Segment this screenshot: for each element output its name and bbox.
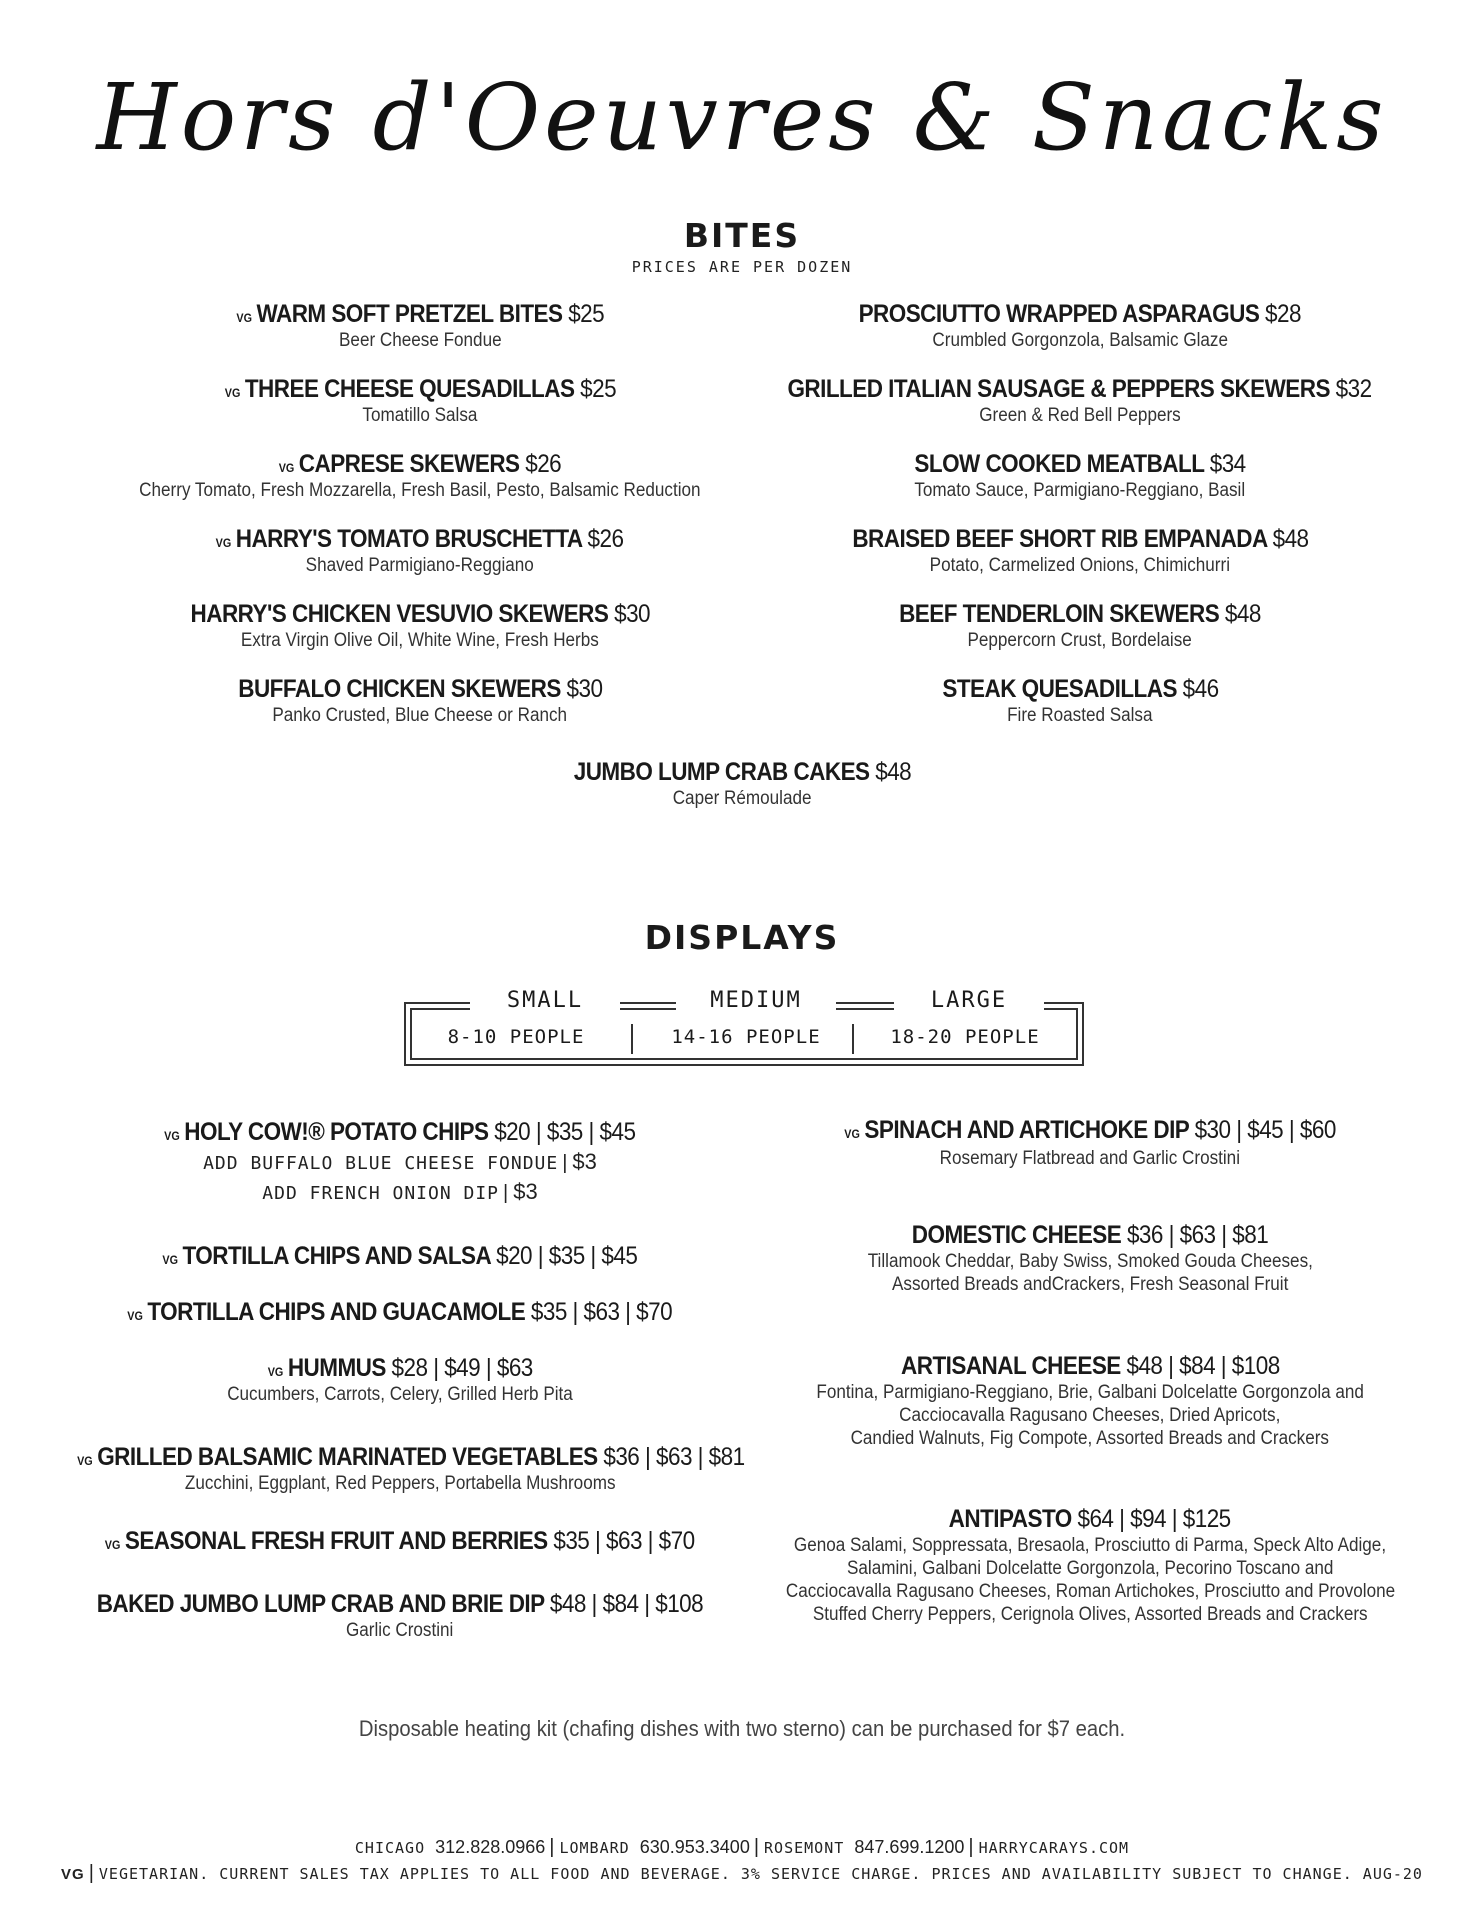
item-price: $34 [1209,450,1246,478]
menu-item [740,1116,1440,1170]
item-description: Cacciocavalla Ragusano Cheeses, Roman Artichokes, Prosciutto and Provolone [785,1581,1395,1602]
item-name: SLOW COOKED MEATBALL [914,450,1204,478]
location-city: ROSEMONT [764,1839,845,1857]
disclaimer-text: VEGETARIAN. CURRENT SALES TAX APPLIES TO ALL FOOD AND BEVERAGE. 3% SERVICE CHARGE. PRICES AND AVAILABILITY SUBJECT TO CHANGE. AUG-20 [98,1865,1423,1883]
menu-item [40,1354,760,1406]
item-name: BUFFALO CHICKEN SKEWERS [237,675,561,703]
item-description: Crumbled Gorgonzola, Balsamic Glaze [932,330,1228,351]
item-description: Assorted Breads andCrackers, Fresh Seasonal Fruit [891,1274,1289,1295]
item-name: BRAISED BEEF SHORT RIB EMPANADA [851,525,1267,553]
item-description: Beer Cheese Fondue [338,330,502,351]
item-name: DOMESTIC CHEESE [911,1221,1122,1249]
item-description: Salamini, Galbani Dolcelatte Gorgonzola, Pecorino Toscano and [846,1558,1334,1579]
menu-item [740,1221,1440,1296]
item-name: ANTIPASTO [948,1505,1073,1533]
item-description: Peppercorn Crust, Bordelaise [967,630,1193,651]
vegetarian-badge: VG [162,1253,179,1267]
vegetarian-badge: VG [127,1309,144,1323]
item-name: BAKED JUMBO LUMP CRAB AND BRIE DIP [96,1590,545,1618]
menu-item [740,600,1420,652]
size-small-people: 8-10 PEOPLE [447,1026,585,1048]
menu-item [40,1590,760,1642]
size-large-people: 18-20 PEOPLE [890,1026,1040,1048]
menu-item [80,525,760,577]
item-description: Stuffed Cherry Peppers, Cerignola Olives, Assorted Breads and Crackers [812,1604,1368,1625]
item-price: $36 | $63 | $81 [603,1443,745,1471]
item-price: $25 [567,300,604,328]
item-name: CAPRESE SKEWERS [298,450,520,478]
item-description: Tillamook Cheddar, Baby Swiss, Smoked Gouda Cheeses, [867,1251,1313,1272]
item-price: $46 [1182,675,1219,703]
vegetarian-badge: VG [164,1129,180,1143]
size-small-label: SMALL [470,988,620,1013]
item-name: HARRY'S CHICKEN VESUVIO SKEWERS [190,600,609,628]
item-description: Fontina, Parmigiano-Reggiano, Brie, Galbani Dolcelatte Gorgonzola and [816,1382,1364,1403]
location-city: LOMBARD [559,1839,630,1857]
addon-option: ADD BUFFALO BLUE CHEESE FONDUE | $3 [203,1149,597,1174]
website-link[interactable]: HARRYCARAYS.COM [978,1839,1130,1857]
item-name: GRILLED BALSAMIC MARINATED VEGETABLES [97,1443,598,1471]
menu-item [740,1352,1440,1450]
item-price: $35 | $63 | $70 [531,1298,673,1326]
size-medium-label: MEDIUM [676,988,836,1013]
menu-item [80,675,760,727]
addon-price: $3 [513,1179,538,1204]
item-price: $36 | $63 | $81 [1126,1221,1269,1249]
item-price: $35 | $63 | $70 [553,1527,695,1555]
vegetarian-badge: VG [844,1127,860,1141]
item-name: HOLY COW!® POTATO CHIPS [184,1118,489,1146]
item-description: Tomato Sauce, Parmigiano-Reggiano, Basil [914,480,1246,501]
menu-item [40,1242,760,1271]
item-price: $25 [579,375,616,403]
location-phone: 312.828.0966 [435,1837,546,1857]
item-price: $30 [613,600,650,628]
item-description: Cucumbers, Carrots, Celery, Grilled Herb Pita [227,1384,573,1405]
vegetarian-badge: VG [224,386,240,400]
size-legend [404,988,1084,1066]
location-phone: 630.953.3400 [639,1837,750,1857]
item-description: Candied Walnuts, Fig Compote, Assorted Breads and Crackers [850,1428,1330,1449]
size-large-label: LARGE [894,988,1044,1013]
menu-item [80,450,760,502]
item-description: Rosemary Flatbread and Garlic Crostini [939,1148,1241,1169]
item-name: PROSCIUTTO WRAPPED ASPARAGUS [858,300,1260,328]
item-name: ARTISANAL CHEESE [900,1352,1121,1380]
item-price: $30 [566,675,603,703]
item-description: Panko Crusted, Blue Cheese or Ranch [272,705,568,726]
item-name: TORTILLA CHIPS AND SALSA [182,1242,491,1270]
menu-item [80,375,760,427]
item-description: Cherry Tomato, Fresh Mozzarella, Fresh Basil, Pesto, Balsamic Reduction [139,480,701,501]
addon-option: ADD FRENCH ONION DIP | $3 [262,1179,538,1204]
vegetarian-badge: VG [77,1454,93,1468]
item-price: $48 [1272,525,1309,553]
menu-item [40,1443,760,1495]
item-description: Caper Rémoulade [672,788,812,809]
menu-item [40,1118,760,1205]
menu-item [40,1298,760,1327]
addon-text: ADD FRENCH ONION DIP [262,1183,500,1204]
item-price: $64 | $94 | $125 [1077,1505,1231,1533]
footer-disclaimer: VG | VEGETARIAN. CURRENT SALES TAX APPLIES TO ALL FOOD AND BEVERAGE. 3% SERVICE CHARGE. PRICES AND AVAILABILITY SUBJECT TO CHANGE. AUG-20 [61,1862,1423,1884]
size-medium-people: 14-16 PEOPLE [671,1026,821,1048]
vegetarian-key: VG [61,1866,85,1883]
vegetarian-badge: VG [267,1365,284,1379]
item-description: Genoa Salami, Soppressata, Bresaola, Prosciutto di Parma, Speck Alto Adige, [793,1535,1387,1556]
vegetarian-badge: VG [105,1538,121,1552]
item-description: Zucchini, Eggplant, Red Peppers, Portabella Mushrooms [184,1473,616,1494]
vegetarian-badge: VG [236,311,252,325]
item-price: $28 | $49 | $63 [391,1354,533,1382]
item-name: JUMBO LUMP CRAB CAKES [573,758,870,786]
item-name: SPINACH AND ARTICHOKE DIP [864,1116,1189,1144]
menu-item [740,1505,1440,1626]
item-name: TORTILLA CHIPS AND GUACAMOLE [147,1298,526,1326]
item-price: $48 | $84 | $108 [1126,1352,1280,1380]
item-price: $28 [1265,300,1302,328]
item-price: $30 | $45 | $60 [1194,1116,1336,1144]
item-name: GRILLED ITALIAN SAUSAGE & PEPPERS SKEWERS [787,375,1331,403]
item-price: $26 [587,525,624,553]
item-description: Garlic Crostini [346,1620,454,1641]
item-description: Shaved Parmigiano-Reggiano [305,555,535,576]
vegetarian-badge: VG [216,536,232,550]
menu-item [740,525,1420,577]
vegetarian-badge: VG [278,461,295,475]
bites-subheading: PRICES ARE PER DOZEN [631,258,853,276]
menu-item [740,675,1420,727]
divider [631,1024,633,1054]
bites-heading: BITES [683,216,801,255]
item-name: HUMMUS [287,1354,386,1382]
item-name: BEEF TENDERLOIN SKEWERS [899,600,1220,628]
menu-item [740,300,1420,352]
item-description: Tomatillo Salsa [362,405,478,426]
item-description: Cacciocavalla Ragusano Cheeses, Dried Apricots, [899,1405,1281,1426]
menu-item [80,300,760,352]
menu-item [80,600,760,652]
item-name: WARM SOFT PRETZEL BITES [256,300,563,328]
item-price: $48 [874,758,911,786]
item-name: SEASONAL FRESH FRUIT AND BERRIES [125,1527,548,1555]
item-description: Green & Red Bell Peppers [979,405,1181,426]
displays-heading: DISPLAYS [644,918,840,957]
item-price: $32 [1336,375,1373,403]
item-name: THREE CHEESE QUESADILLAS [244,375,575,403]
divider [852,1024,854,1054]
location-city: CHICAGO [354,1839,426,1857]
menu-title: Hors d'Oeuvres & Snacks [96,64,1388,171]
item-price: $20 | $35 | $45 [494,1118,636,1146]
item-name: HARRY'S TOMATO BRUSCHETTA [236,525,583,553]
item-price: $20 | $35 | $45 [496,1242,638,1270]
item-price: $26 [525,450,562,478]
location-phone: 847.699.1200 [854,1837,965,1857]
item-price: $48 [1224,600,1261,628]
item-description: Extra Virgin Olive Oil, White Wine, Fresh Herbs [241,630,599,651]
menu-item [740,375,1420,427]
menu-item [740,450,1420,502]
footer-contacts: CHICAGO 312.828.0966 | LOMBARD 630.953.3400 | ROSEMONT 847.699.1200 | HARRYCARAYS.COM [354,1836,1130,1858]
item-price: $48 | $84 | $108 [550,1590,704,1618]
heating-kit-note: Disposable heating kit (chafing dishes with two sterno) can be purchased for $7 each. [358,1716,1126,1741]
addon-price: $3 [572,1149,597,1174]
item-description: Potato, Carmelized Onions, Chimichurri [929,555,1231,576]
menu-item [40,1527,760,1556]
item-description: Fire Roasted Salsa [1007,705,1153,726]
menu-item [392,758,1092,810]
addon-text: ADD BUFFALO BLUE CHEESE FONDUE [203,1153,559,1174]
item-name: STEAK QUESADILLAS [941,675,1177,703]
